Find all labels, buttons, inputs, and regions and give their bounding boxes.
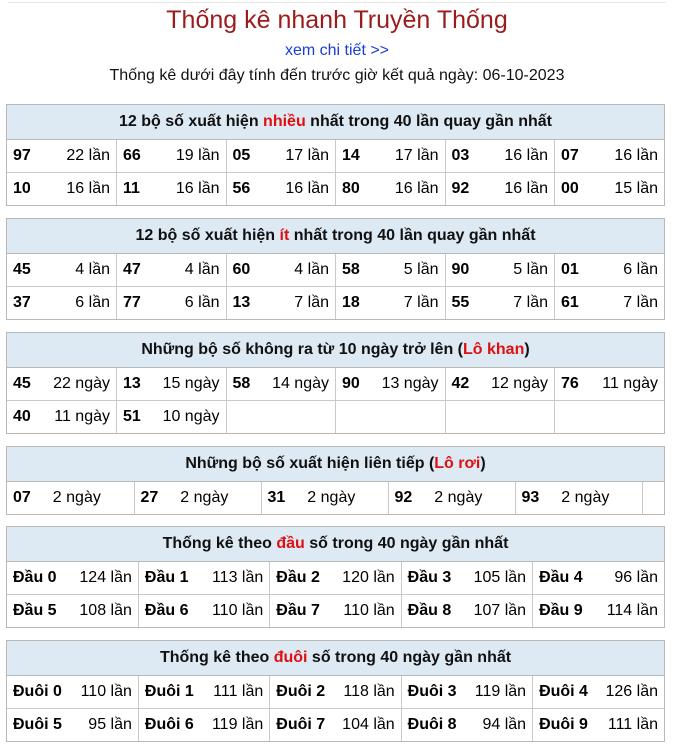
header-text-after: ): [480, 455, 486, 472]
number-cell: [336, 140, 446, 173]
dau-cell: [401, 595, 532, 628]
dau-count: 107 lần: [473, 602, 527, 619]
header-text-after: số trong 40 ngày gần nhất: [304, 535, 509, 552]
least-frequent-header: [7, 219, 664, 254]
number-cell: [7, 254, 117, 287]
number-cell: [555, 140, 665, 173]
duoi-cell: [138, 676, 269, 709]
number-cell: [445, 287, 555, 320]
pair-count: 19 lần: [175, 147, 220, 164]
pair-count: 6 lần: [184, 294, 220, 311]
duoi-count: 119 lần: [211, 716, 264, 733]
number-cell: [336, 173, 446, 206]
pair-number: 14: [342, 147, 360, 164]
duoi-cell: [7, 676, 138, 709]
pair-days: 2 ngày: [561, 489, 610, 506]
pair-count: 5 lần: [403, 261, 439, 278]
header-text-before: Thống kê theo: [159, 649, 274, 666]
number-cell: [445, 254, 555, 287]
dau-label: Đầu 0: [13, 569, 57, 586]
pair-number: 76: [561, 375, 579, 392]
header-text-after: nhất trong 40 lần quay gần nhất: [289, 227, 536, 244]
number-cell: [555, 254, 665, 287]
dau-cell: [270, 595, 401, 628]
pair-number: 01: [561, 261, 579, 278]
duoi-cell: [533, 709, 664, 742]
duoi-count: 95 lần: [88, 716, 132, 733]
number-cell: [7, 482, 134, 514]
dau-label: Đầu 2: [276, 569, 320, 586]
duoi-cell: [270, 709, 401, 742]
pair-days: 15 ngày: [162, 375, 220, 392]
pair-number: 27: [140, 489, 159, 506]
dau-label: Đầu 1: [144, 569, 189, 586]
header-text-after: số trong 40 ngày gần nhất: [307, 649, 512, 666]
pair-count: 6 lần: [623, 261, 658, 278]
page-subtitle: Thống kê dưới đây tính đến trước giờ kết quả ngày: 06-10-2023: [109, 67, 565, 84]
header-text-after: ): [524, 341, 530, 358]
pair-number: 40: [13, 408, 31, 425]
table-row: [7, 173, 664, 206]
dau-label: Đầu 4: [539, 569, 583, 586]
pair-number: 90: [342, 375, 360, 392]
dau-section: [6, 526, 665, 628]
number-cell: [117, 254, 227, 287]
lo-roi-header: [7, 447, 664, 482]
duoi-cell: [270, 676, 401, 709]
pair-count: 7 lần: [623, 294, 658, 311]
duoi-cell: [533, 676, 664, 709]
dau-count: 110 lần: [211, 602, 264, 619]
number-cell: [445, 173, 555, 206]
duoi-count: 118 lần: [343, 683, 395, 700]
pair-number: 77: [123, 294, 141, 311]
table-row: [7, 254, 664, 287]
number-cell: [555, 287, 665, 320]
duoi-label: Đuôi 2: [276, 683, 326, 700]
pair-number: 58: [342, 261, 360, 278]
duoi-count: 119 lần: [474, 683, 527, 700]
number-cell: [226, 173, 336, 206]
pair-number: 31: [267, 489, 286, 506]
pair-number: 97: [13, 147, 31, 164]
number-cell: [555, 368, 665, 401]
number-cell: [117, 173, 227, 206]
duoi-label: Đuôi 7: [276, 716, 326, 733]
least-frequent-section: [6, 218, 665, 320]
header-highlight: ít: [279, 227, 290, 244]
duoi-section: [6, 640, 665, 742]
dau-cell: [7, 562, 138, 595]
duoi-label: Đuôi 9: [539, 716, 588, 733]
duoi-count: 110 lần: [80, 683, 132, 700]
number-cell: [7, 368, 117, 401]
pair-count: 16 lần: [285, 180, 329, 197]
dau-count: 120 lần: [342, 569, 395, 586]
number-cell: [555, 173, 665, 206]
duoi-cell: [138, 709, 269, 742]
pair-days: 2 ngày: [180, 489, 229, 506]
dau-label: Đầu 8: [407, 602, 452, 619]
dau-header: [7, 527, 664, 562]
number-cell: [226, 254, 336, 287]
duoi-label: Đuôi 1: [144, 683, 194, 700]
pair-days: 22 ngày: [53, 375, 110, 392]
pair-number: 10: [13, 180, 31, 197]
empty-cell: [642, 482, 664, 514]
pair-number: 45: [13, 261, 31, 278]
header-text-before: Những bộ số xuất hiện liên tiếp (: [185, 455, 435, 472]
pair-number: 18: [342, 294, 360, 311]
dau-cell: [138, 595, 269, 628]
pair-number: 80: [342, 180, 360, 197]
pair-count: 4 lần: [184, 261, 220, 278]
pair-count: 6 lần: [75, 294, 110, 311]
pair-number: 13: [123, 375, 141, 392]
pair-number: 47: [123, 261, 141, 278]
dau-label: Đầu 9: [539, 602, 583, 619]
pair-number: 37: [13, 294, 31, 311]
number-cell: [117, 401, 227, 434]
duoi-label: Đuôi 5: [13, 716, 62, 733]
dau-count: 96 lần: [614, 569, 658, 586]
pair-days: 13 ngày: [381, 375, 439, 392]
header-highlight: Lô rơi: [434, 455, 481, 472]
pair-number: 92: [451, 180, 470, 197]
dau-cell: [401, 562, 532, 595]
most-frequent-section: [6, 104, 665, 206]
number-cell: [388, 482, 515, 514]
pair-number: 03: [451, 147, 470, 164]
lo-khan-section: [6, 332, 665, 434]
header-text-before: Thống kê theo: [162, 535, 277, 552]
dau-cell: [270, 562, 401, 595]
number-cell: [226, 368, 336, 401]
duoi-count: 94 lần: [482, 716, 527, 733]
number-cell: [7, 140, 117, 173]
pair-count: 22 lần: [66, 147, 110, 164]
dau-count: 110 lần: [343, 602, 395, 619]
pair-number: 55: [451, 294, 470, 311]
pair-days: 11 ngày: [602, 375, 658, 392]
pair-number: 42: [451, 375, 470, 392]
pair-number: 90: [451, 261, 470, 278]
number-cell: [226, 140, 336, 173]
pair-number: 93: [521, 489, 540, 506]
pair-count: 15 lần: [614, 180, 658, 197]
number-cell: [7, 287, 117, 320]
header-highlight: đuôi: [273, 649, 308, 666]
pair-number: 66: [123, 147, 141, 164]
dau-label: Đầu 3: [407, 569, 452, 586]
table-row: [7, 709, 664, 742]
pair-days: 2 ngày: [307, 489, 356, 506]
lo-roi-section: [6, 446, 665, 515]
pair-days: 2 ngày: [434, 489, 483, 506]
header-text-before: Những bộ số không ra từ 10 ngày trở lên (: [141, 341, 463, 358]
pair-count: 17 lần: [394, 147, 439, 164]
duoi-label: Đuôi 4: [539, 683, 588, 700]
least-frequent-table: [7, 254, 664, 319]
number-cell: [445, 368, 555, 401]
pair-days: 2 ngày: [52, 489, 101, 506]
pair-count: 4 lần: [294, 261, 329, 278]
header-text-before: 12 bộ số xuất hiện: [135, 227, 280, 244]
pair-count: 7 lần: [513, 294, 548, 311]
dau-label: Đầu 5: [13, 602, 57, 619]
pair-days: 12 ngày: [491, 375, 548, 392]
pair-number: 07: [561, 147, 579, 164]
duoi-label: Đuôi 6: [144, 716, 194, 733]
duoi-cell: [401, 709, 532, 742]
empty-cell: [336, 401, 446, 434]
pair-days: 11 ngày: [54, 408, 110, 425]
number-cell: [336, 368, 446, 401]
table-row: [7, 368, 664, 401]
pair-count: 17 lần: [285, 147, 329, 164]
pair-count: 16 lần: [504, 147, 548, 164]
duoi-label: Đuôi 8: [407, 716, 457, 733]
number-cell: [117, 368, 227, 401]
dau-cell: [533, 595, 664, 628]
dau-count: 113 lần: [211, 569, 264, 586]
duoi-label: Đuôi 3: [407, 683, 457, 700]
dau-count: 108 lần: [79, 602, 132, 619]
number-cell: [336, 287, 446, 320]
number-cell: [7, 401, 117, 434]
duoi-cell: [7, 709, 138, 742]
duoi-count: 111 lần: [607, 716, 658, 733]
lo-roi-table: [7, 482, 664, 514]
duoi-count: 111 lần: [213, 683, 264, 700]
number-cell: [445, 140, 555, 173]
pair-number: 60: [232, 261, 251, 278]
duoi-label: Đuôi 0: [13, 683, 62, 700]
dau-label: Đầu 7: [276, 602, 320, 619]
pair-count: 7 lần: [403, 294, 439, 311]
dau-cell: [138, 562, 269, 595]
table-row: [7, 140, 664, 173]
number-cell: [134, 482, 261, 514]
detail-link[interactable]: xem chi tiết >>: [284, 42, 390, 59]
pair-number: 56: [232, 180, 251, 197]
header-highlight: đầu: [276, 535, 305, 552]
pair-number: 61: [561, 294, 579, 311]
number-cell: [117, 287, 227, 320]
pair-count: 16 lần: [394, 180, 439, 197]
lo-khan-table: [7, 368, 664, 433]
dau-count: 124 lần: [79, 569, 132, 586]
lo-khan-header: [7, 333, 664, 368]
duoi-count: 126 lần: [605, 683, 658, 700]
pair-count: 16 lần: [66, 180, 110, 197]
pair-count: 4 lần: [75, 261, 110, 278]
pair-count: 16 lần: [175, 180, 220, 197]
number-cell: [336, 254, 446, 287]
number-cell: [261, 482, 388, 514]
most-frequent-header: [7, 105, 664, 140]
pair-number: 45: [13, 375, 31, 392]
empty-cell: [445, 401, 555, 434]
dau-label: Đầu 6: [144, 602, 189, 619]
pair-count: 7 lần: [294, 294, 329, 311]
duoi-cell: [401, 676, 532, 709]
pair-number: 58: [232, 375, 251, 392]
number-cell: [226, 287, 336, 320]
pair-count: 5 lần: [513, 261, 548, 278]
duoi-count: 104 lần: [342, 716, 395, 733]
table-row: [7, 287, 664, 320]
pair-count: 16 lần: [614, 147, 658, 164]
empty-cell: [555, 401, 665, 434]
pair-number: 51: [123, 408, 141, 425]
table-row: [7, 482, 664, 514]
table-row: [7, 401, 664, 434]
dau-cell: [7, 595, 138, 628]
empty-cell: [226, 401, 336, 434]
page-title: Thống kê nhanh Truyền Thống: [166, 6, 508, 34]
dau-count: 114 lần: [606, 602, 658, 619]
pair-number: 92: [394, 489, 413, 506]
pair-number: 11: [123, 180, 140, 197]
dau-table: [7, 562, 664, 627]
table-row: [7, 676, 664, 709]
dau-cell: [533, 562, 664, 595]
pair-days: 10 ngày: [162, 408, 220, 425]
table-row: [7, 595, 664, 628]
top-divider: [8, 2, 666, 3]
dau-count: 105 lần: [473, 569, 527, 586]
most-frequent-table: [7, 140, 664, 205]
duoi-header: [7, 641, 664, 676]
duoi-table: [7, 676, 664, 741]
pair-count: 16 lần: [504, 180, 548, 197]
number-cell: [7, 173, 117, 206]
header-text-before: 12 bộ số xuất hiện: [119, 113, 264, 130]
pair-number: 07: [13, 489, 31, 506]
number-cell: [515, 482, 642, 514]
header-highlight: nhiều: [263, 113, 306, 130]
pair-number: 13: [232, 294, 251, 311]
pair-days: 14 ngày: [272, 375, 329, 392]
table-row: [7, 562, 664, 595]
header-text-after: nhất trong 40 lần quay gần nhất: [305, 113, 552, 130]
pair-number: 05: [232, 147, 251, 164]
pair-number: 00: [561, 180, 579, 197]
header-highlight: Lô khan: [463, 341, 525, 358]
number-cell: [117, 140, 227, 173]
